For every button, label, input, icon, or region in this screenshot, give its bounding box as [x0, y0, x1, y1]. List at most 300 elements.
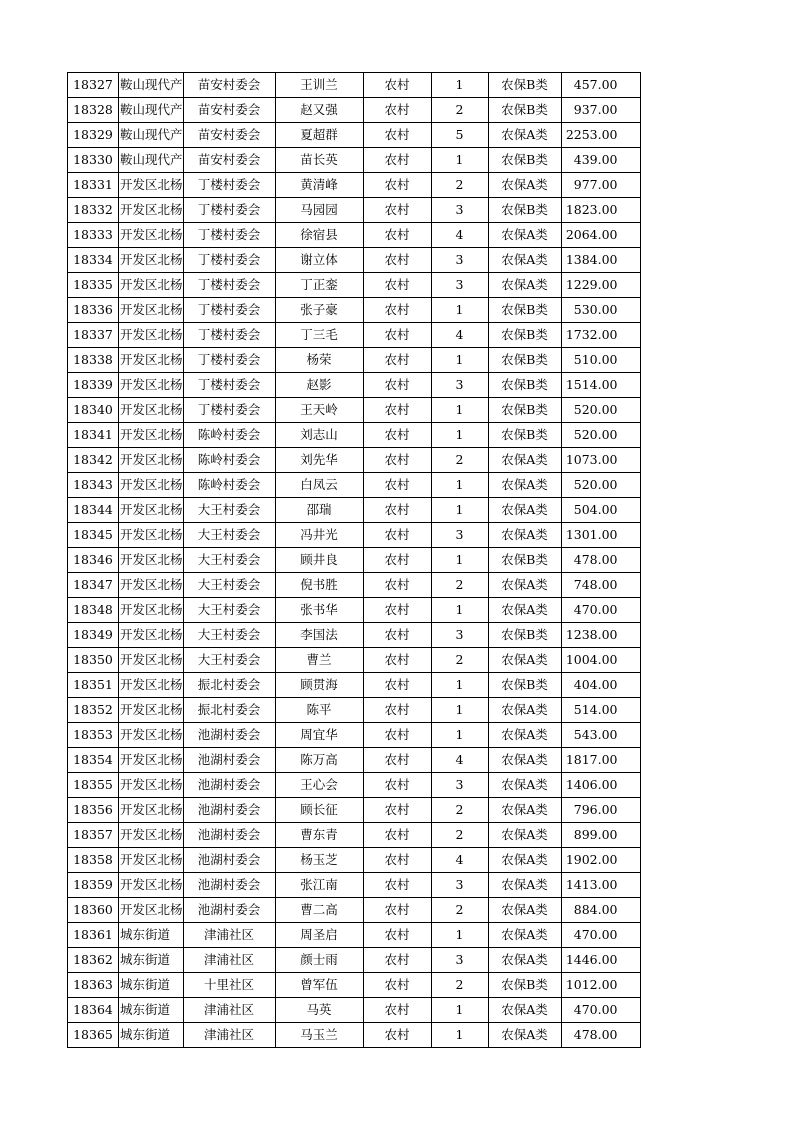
- village-cell: 大王村委会: [183, 498, 275, 523]
- town-cell: 开发区北杨: [119, 173, 184, 198]
- record-id-cell: 18356: [68, 798, 119, 823]
- village-cell: 津浦社区: [183, 998, 275, 1023]
- table-row: [68, 598, 641, 623]
- village-cell: 苗安村委会: [183, 73, 275, 98]
- village-cell: 大王村委会: [183, 623, 275, 648]
- town-cell: 开发区北杨: [119, 373, 184, 398]
- category-cell: 农保B类: [488, 548, 561, 573]
- village-cell: 振北村委会: [183, 673, 275, 698]
- count-cell: 1: [431, 723, 488, 748]
- type-cell: 农村: [363, 373, 431, 398]
- record-id-cell: 18344: [68, 498, 119, 523]
- village-cell: 振北村委会: [183, 698, 275, 723]
- record-id-cell: 18339: [68, 373, 119, 398]
- amount-cell: 504.00: [561, 498, 640, 523]
- category-cell: 农保A类: [488, 498, 561, 523]
- name-cell: 王训兰: [275, 73, 363, 98]
- town-cell: 城东街道: [119, 948, 184, 973]
- name-cell: 倪书胜: [275, 573, 363, 598]
- amount-cell: 1406.00: [561, 773, 640, 798]
- type-cell: 农村: [363, 123, 431, 148]
- amount-cell: 1514.00: [561, 373, 640, 398]
- table-row: [68, 573, 641, 598]
- town-cell: 开发区北杨: [119, 548, 184, 573]
- type-cell: 农村: [363, 898, 431, 923]
- amount-cell: 510.00: [561, 348, 640, 373]
- town-cell: 鞍山现代产: [119, 123, 184, 148]
- name-cell: 丁三毛: [275, 323, 363, 348]
- type-cell: 农村: [363, 273, 431, 298]
- table-row: [68, 423, 641, 448]
- type-cell: 农村: [363, 573, 431, 598]
- name-cell: 曹兰: [275, 648, 363, 673]
- record-id-cell: 18341: [68, 423, 119, 448]
- village-cell: 陈岭村委会: [183, 423, 275, 448]
- record-id-cell: 18327: [68, 73, 119, 98]
- village-cell: 丁楼村委会: [183, 348, 275, 373]
- record-id-cell: 18351: [68, 673, 119, 698]
- amount-cell: 796.00: [561, 798, 640, 823]
- village-cell: 丁楼村委会: [183, 198, 275, 223]
- record-id-cell: 18329: [68, 123, 119, 148]
- type-cell: 农村: [363, 148, 431, 173]
- category-cell: 农保A类: [488, 723, 561, 748]
- category-cell: 农保B类: [488, 623, 561, 648]
- type-cell: 农村: [363, 348, 431, 373]
- village-cell: 丁楼村委会: [183, 298, 275, 323]
- category-cell: 农保A类: [488, 823, 561, 848]
- name-cell: 丁正銮: [275, 273, 363, 298]
- table-row: [68, 123, 641, 148]
- town-cell: 鞍山现代产: [119, 148, 184, 173]
- count-cell: 2: [431, 448, 488, 473]
- category-cell: 农保A类: [488, 898, 561, 923]
- amount-cell: 2064.00: [561, 223, 640, 248]
- amount-cell: 1073.00: [561, 448, 640, 473]
- category-cell: 农保A类: [488, 448, 561, 473]
- town-cell: 开发区北杨: [119, 623, 184, 648]
- town-cell: 开发区北杨: [119, 648, 184, 673]
- amount-cell: 470.00: [561, 998, 640, 1023]
- category-cell: 农保B类: [488, 348, 561, 373]
- category-cell: 农保A类: [488, 573, 561, 598]
- amount-cell: 520.00: [561, 473, 640, 498]
- amount-cell: 748.00: [561, 573, 640, 598]
- category-cell: 农保B类: [488, 423, 561, 448]
- table-row: [68, 848, 641, 873]
- name-cell: 曾军伍: [275, 973, 363, 998]
- name-cell: 徐宿县: [275, 223, 363, 248]
- count-cell: 4: [431, 848, 488, 873]
- type-cell: 农村: [363, 648, 431, 673]
- type-cell: 农村: [363, 98, 431, 123]
- name-cell: 马玉兰: [275, 1023, 363, 1048]
- category-cell: 农保A类: [488, 948, 561, 973]
- table-row: [68, 298, 641, 323]
- category-cell: 农保B类: [488, 73, 561, 98]
- category-cell: 农保A类: [488, 173, 561, 198]
- type-cell: 农村: [363, 748, 431, 773]
- amount-cell: 1238.00: [561, 623, 640, 648]
- amount-cell: 899.00: [561, 823, 640, 848]
- amount-cell: 1823.00: [561, 198, 640, 223]
- count-cell: 2: [431, 798, 488, 823]
- record-id-cell: 18354: [68, 748, 119, 773]
- count-cell: 3: [431, 523, 488, 548]
- town-cell: 开发区北杨: [119, 723, 184, 748]
- category-cell: 农保A类: [488, 223, 561, 248]
- town-cell: 开发区北杨: [119, 473, 184, 498]
- type-cell: 农村: [363, 248, 431, 273]
- village-cell: 丁楼村委会: [183, 248, 275, 273]
- type-cell: 农村: [363, 823, 431, 848]
- type-cell: 农村: [363, 923, 431, 948]
- category-cell: 农保A类: [488, 798, 561, 823]
- name-cell: 杨玉芝: [275, 848, 363, 873]
- record-id-cell: 18349: [68, 623, 119, 648]
- town-cell: 开发区北杨: [119, 423, 184, 448]
- town-cell: 开发区北杨: [119, 348, 184, 373]
- count-cell: 1: [431, 398, 488, 423]
- town-cell: 城东街道: [119, 998, 184, 1023]
- name-cell: 顾贯海: [275, 673, 363, 698]
- records-table: [67, 72, 641, 1048]
- record-id-cell: 18343: [68, 473, 119, 498]
- type-cell: 农村: [363, 198, 431, 223]
- town-cell: 开发区北杨: [119, 698, 184, 723]
- town-cell: 开发区北杨: [119, 598, 184, 623]
- amount-cell: 543.00: [561, 723, 640, 748]
- village-cell: 津浦社区: [183, 1023, 275, 1048]
- town-cell: 开发区北杨: [119, 298, 184, 323]
- type-cell: 农村: [363, 73, 431, 98]
- village-cell: 丁楼村委会: [183, 223, 275, 248]
- count-cell: 2: [431, 898, 488, 923]
- count-cell: 2: [431, 573, 488, 598]
- category-cell: 农保A类: [488, 923, 561, 948]
- table-row: [68, 948, 641, 973]
- type-cell: 农村: [363, 798, 431, 823]
- town-cell: 开发区北杨: [119, 673, 184, 698]
- table-row: [68, 798, 641, 823]
- amount-cell: 478.00: [561, 1023, 640, 1048]
- village-cell: 苗安村委会: [183, 98, 275, 123]
- name-cell: 周宜华: [275, 723, 363, 748]
- name-cell: 陈万高: [275, 748, 363, 773]
- record-id-cell: 18331: [68, 173, 119, 198]
- count-cell: 2: [431, 823, 488, 848]
- category-cell: 农保A类: [488, 698, 561, 723]
- type-cell: 农村: [363, 773, 431, 798]
- town-cell: 城东街道: [119, 923, 184, 948]
- category-cell: 农保B类: [488, 398, 561, 423]
- records-table-body: [68, 73, 641, 1048]
- table-row: [68, 398, 641, 423]
- type-cell: 农村: [363, 1023, 431, 1048]
- name-cell: 黄清峰: [275, 173, 363, 198]
- type-cell: 农村: [363, 673, 431, 698]
- village-cell: 丁楼村委会: [183, 398, 275, 423]
- count-cell: 3: [431, 248, 488, 273]
- name-cell: 白凤云: [275, 473, 363, 498]
- amount-cell: 1446.00: [561, 948, 640, 973]
- village-cell: 丁楼村委会: [183, 173, 275, 198]
- table-row: [68, 448, 641, 473]
- count-cell: 1: [431, 1023, 488, 1048]
- amount-cell: 470.00: [561, 923, 640, 948]
- name-cell: 谢立体: [275, 248, 363, 273]
- amount-cell: 1384.00: [561, 248, 640, 273]
- count-cell: 1: [431, 923, 488, 948]
- town-cell: 开发区北杨: [119, 273, 184, 298]
- count-cell: 1: [431, 498, 488, 523]
- name-cell: 夏超群: [275, 123, 363, 148]
- amount-cell: 1817.00: [561, 748, 640, 773]
- town-cell: 开发区北杨: [119, 773, 184, 798]
- amount-cell: 977.00: [561, 173, 640, 198]
- village-cell: 陈岭村委会: [183, 473, 275, 498]
- category-cell: 农保B类: [488, 298, 561, 323]
- count-cell: 4: [431, 323, 488, 348]
- type-cell: 农村: [363, 523, 431, 548]
- name-cell: 颜士雨: [275, 948, 363, 973]
- table-row: [68, 223, 641, 248]
- name-cell: 张书华: [275, 598, 363, 623]
- table-row: [68, 98, 641, 123]
- town-cell: 开发区北杨: [119, 323, 184, 348]
- count-cell: 1: [431, 298, 488, 323]
- name-cell: 周圣启: [275, 923, 363, 948]
- record-id-cell: 18348: [68, 598, 119, 623]
- record-id-cell: 18346: [68, 548, 119, 573]
- count-cell: 3: [431, 948, 488, 973]
- type-cell: 农村: [363, 623, 431, 648]
- amount-cell: 1012.00: [561, 973, 640, 998]
- count-cell: 1: [431, 548, 488, 573]
- town-cell: 开发区北杨: [119, 248, 184, 273]
- count-cell: 3: [431, 273, 488, 298]
- town-cell: 开发区北杨: [119, 823, 184, 848]
- village-cell: 大王村委会: [183, 573, 275, 598]
- record-id-cell: 18337: [68, 323, 119, 348]
- town-cell: 城东街道: [119, 973, 184, 998]
- village-cell: 池湖村委会: [183, 748, 275, 773]
- name-cell: 王心会: [275, 773, 363, 798]
- table-row: [68, 198, 641, 223]
- name-cell: 苗长英: [275, 148, 363, 173]
- category-cell: 农保B类: [488, 673, 561, 698]
- count-cell: 2: [431, 173, 488, 198]
- type-cell: 农村: [363, 848, 431, 873]
- village-cell: 池湖村委会: [183, 873, 275, 898]
- name-cell: 李国法: [275, 623, 363, 648]
- type-cell: 农村: [363, 323, 431, 348]
- town-cell: 鞍山现代产: [119, 73, 184, 98]
- village-cell: 大王村委会: [183, 648, 275, 673]
- record-id-cell: 18362: [68, 948, 119, 973]
- record-id-cell: 18336: [68, 298, 119, 323]
- amount-cell: 1732.00: [561, 323, 640, 348]
- record-id-cell: 18338: [68, 348, 119, 373]
- amount-cell: 457.00: [561, 73, 640, 98]
- name-cell: 刘先华: [275, 448, 363, 473]
- name-cell: 马英: [275, 998, 363, 1023]
- table-row: [68, 1023, 641, 1048]
- village-cell: 十里社区: [183, 973, 275, 998]
- amount-cell: 1004.00: [561, 648, 640, 673]
- count-cell: 1: [431, 73, 488, 98]
- category-cell: 农保A类: [488, 598, 561, 623]
- town-cell: 开发区北杨: [119, 398, 184, 423]
- count-cell: 2: [431, 973, 488, 998]
- type-cell: 农村: [363, 548, 431, 573]
- category-cell: 农保A类: [488, 998, 561, 1023]
- amount-cell: 514.00: [561, 698, 640, 723]
- count-cell: 1: [431, 423, 488, 448]
- village-cell: 陈岭村委会: [183, 448, 275, 473]
- table-row: [68, 248, 641, 273]
- name-cell: 冯井光: [275, 523, 363, 548]
- record-id-cell: 18360: [68, 898, 119, 923]
- table-row: [68, 923, 641, 948]
- type-cell: 农村: [363, 448, 431, 473]
- amount-cell: 1301.00: [561, 523, 640, 548]
- amount-cell: 937.00: [561, 98, 640, 123]
- village-cell: 丁楼村委会: [183, 323, 275, 348]
- type-cell: 农村: [363, 948, 431, 973]
- record-id-cell: 18355: [68, 773, 119, 798]
- table-row: [68, 498, 641, 523]
- table-row: [68, 348, 641, 373]
- table-row: [68, 373, 641, 398]
- name-cell: 陈平: [275, 698, 363, 723]
- village-cell: 苗安村委会: [183, 148, 275, 173]
- village-cell: 池湖村委会: [183, 898, 275, 923]
- record-id-cell: 18359: [68, 873, 119, 898]
- amount-cell: 520.00: [561, 423, 640, 448]
- type-cell: 农村: [363, 298, 431, 323]
- count-cell: 4: [431, 223, 488, 248]
- record-id-cell: 18330: [68, 148, 119, 173]
- count-cell: 3: [431, 623, 488, 648]
- record-id-cell: 18333: [68, 223, 119, 248]
- name-cell: 顾长征: [275, 798, 363, 823]
- record-id-cell: 18347: [68, 573, 119, 598]
- table-row: [68, 473, 641, 498]
- table-row: [68, 898, 641, 923]
- village-cell: 丁楼村委会: [183, 373, 275, 398]
- record-id-cell: 18361: [68, 923, 119, 948]
- count-cell: 5: [431, 123, 488, 148]
- record-id-cell: 18328: [68, 98, 119, 123]
- category-cell: 农保B类: [488, 973, 561, 998]
- count-cell: 2: [431, 648, 488, 673]
- name-cell: 曹东青: [275, 823, 363, 848]
- name-cell: 曹二高: [275, 898, 363, 923]
- village-cell: 池湖村委会: [183, 798, 275, 823]
- category-cell: 农保B类: [488, 198, 561, 223]
- type-cell: 农村: [363, 498, 431, 523]
- table-row: [68, 773, 641, 798]
- category-cell: 农保A类: [488, 648, 561, 673]
- amount-cell: 2253.00: [561, 123, 640, 148]
- type-cell: 农村: [363, 723, 431, 748]
- table-row: [68, 73, 641, 98]
- category-cell: 农保B类: [488, 98, 561, 123]
- type-cell: 农村: [363, 973, 431, 998]
- record-id-cell: 18358: [68, 848, 119, 873]
- table-row: [68, 148, 641, 173]
- category-cell: 农保A类: [488, 1023, 561, 1048]
- count-cell: 2: [431, 98, 488, 123]
- category-cell: 农保A类: [488, 248, 561, 273]
- record-id-cell: 18342: [68, 448, 119, 473]
- record-id-cell: 18350: [68, 648, 119, 673]
- table-row: [68, 548, 641, 573]
- name-cell: 赵影: [275, 373, 363, 398]
- record-id-cell: 18364: [68, 998, 119, 1023]
- category-cell: 农保A类: [488, 848, 561, 873]
- count-cell: 3: [431, 773, 488, 798]
- village-cell: 大王村委会: [183, 598, 275, 623]
- amount-cell: 439.00: [561, 148, 640, 173]
- name-cell: 刘志山: [275, 423, 363, 448]
- town-cell: 开发区北杨: [119, 898, 184, 923]
- count-cell: 1: [431, 998, 488, 1023]
- record-id-cell: 18332: [68, 198, 119, 223]
- record-id-cell: 18334: [68, 248, 119, 273]
- table-row: [68, 273, 641, 298]
- category-cell: 农保B类: [488, 148, 561, 173]
- town-cell: 开发区北杨: [119, 848, 184, 873]
- table-row: [68, 723, 641, 748]
- category-cell: 农保A类: [488, 473, 561, 498]
- category-cell: 农保A类: [488, 123, 561, 148]
- record-id-cell: 18340: [68, 398, 119, 423]
- amount-cell: 470.00: [561, 598, 640, 623]
- table-row: [68, 673, 641, 698]
- record-id-cell: 18353: [68, 723, 119, 748]
- village-cell: 池湖村委会: [183, 848, 275, 873]
- village-cell: 池湖村委会: [183, 723, 275, 748]
- count-cell: 4: [431, 748, 488, 773]
- type-cell: 农村: [363, 423, 431, 448]
- town-cell: 开发区北杨: [119, 223, 184, 248]
- category-cell: 农保A类: [488, 273, 561, 298]
- village-cell: 丁楼村委会: [183, 273, 275, 298]
- village-cell: 大王村委会: [183, 548, 275, 573]
- amount-cell: 1413.00: [561, 873, 640, 898]
- name-cell: 马园园: [275, 198, 363, 223]
- count-cell: 3: [431, 198, 488, 223]
- count-cell: 1: [431, 348, 488, 373]
- type-cell: 农村: [363, 223, 431, 248]
- town-cell: 城东街道: [119, 1023, 184, 1048]
- category-cell: 农保B类: [488, 373, 561, 398]
- type-cell: 农村: [363, 598, 431, 623]
- town-cell: 开发区北杨: [119, 498, 184, 523]
- name-cell: 邵瑞: [275, 498, 363, 523]
- town-cell: 开发区北杨: [119, 873, 184, 898]
- type-cell: 农村: [363, 698, 431, 723]
- table-row: [68, 998, 641, 1023]
- amount-cell: 1229.00: [561, 273, 640, 298]
- village-cell: 苗安村委会: [183, 123, 275, 148]
- village-cell: 津浦社区: [183, 923, 275, 948]
- record-id-cell: 18335: [68, 273, 119, 298]
- table-row: [68, 648, 641, 673]
- town-cell: 开发区北杨: [119, 798, 184, 823]
